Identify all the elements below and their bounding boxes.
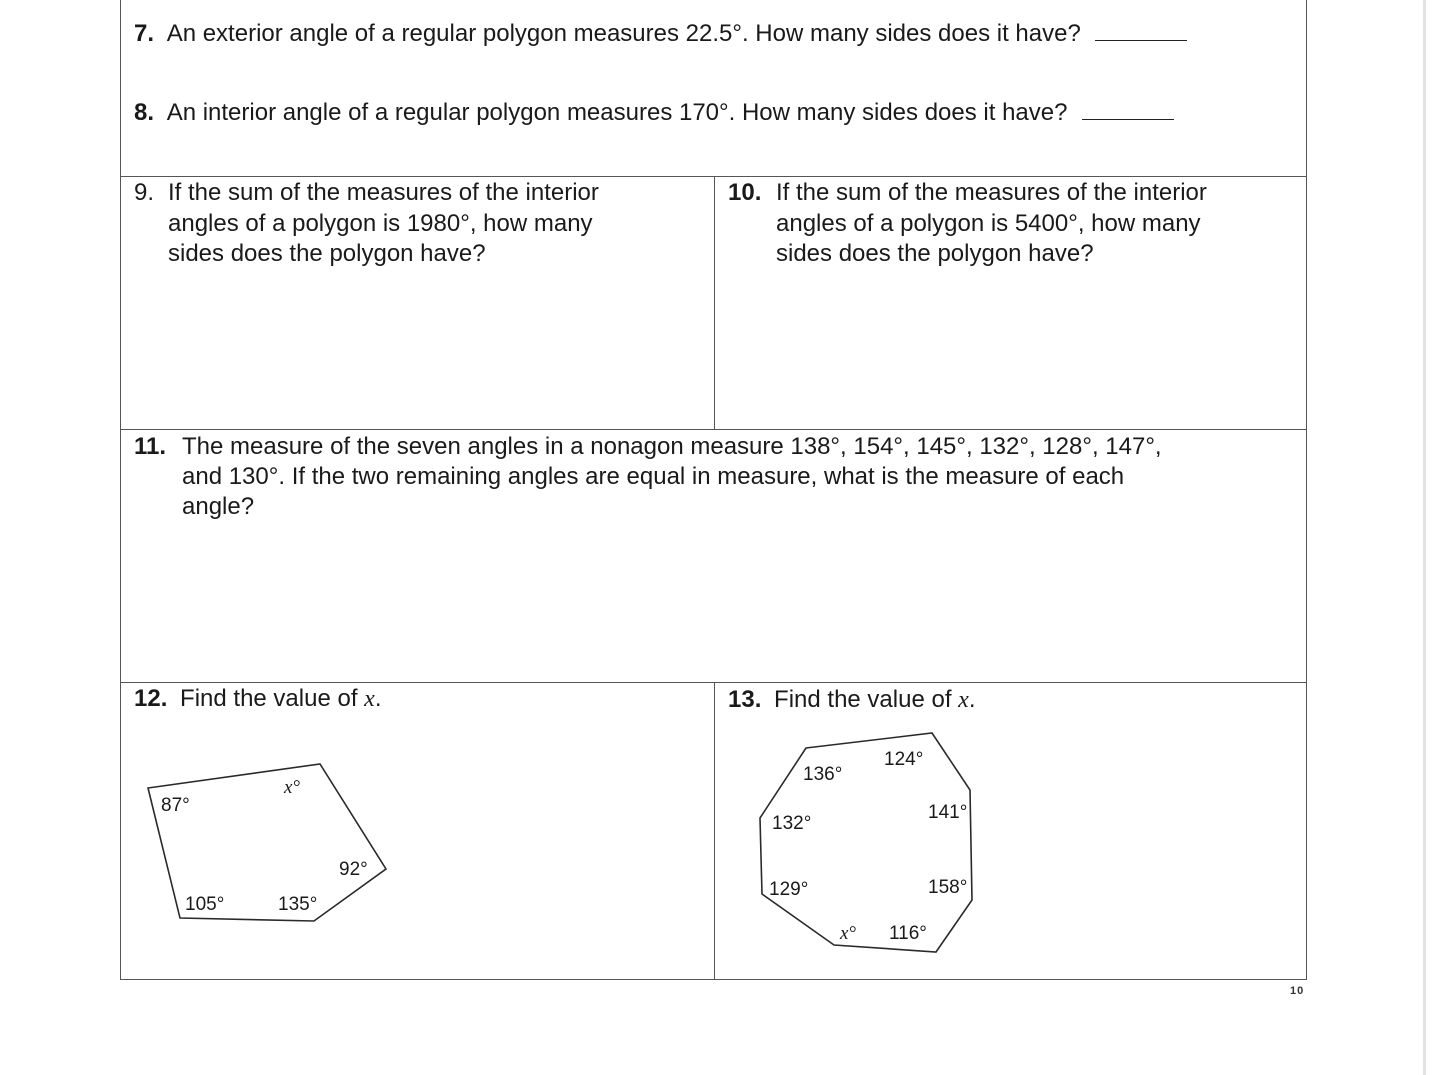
variable-x: x (364, 686, 375, 712)
page-edge-shadow (1423, 0, 1426, 1075)
angle-label: 92° (339, 859, 368, 880)
question-end: . (374, 685, 382, 712)
angle-label: 135° (278, 894, 318, 915)
question-text-line: sides does the polygon have? (776, 240, 1094, 267)
variable-x: x (958, 687, 969, 713)
angle-label-x: x° (284, 777, 301, 798)
question-text-line: If the sum of the measures of the interior (776, 179, 1207, 206)
angle-label: 87° (161, 795, 190, 816)
question-text-line: and 130°. If the two remaining angles are equal in measure, what is the measure of each (182, 463, 1125, 490)
question-text-line: angles of a polygon is 5400°, how many (776, 210, 1201, 237)
question-number: 11. (134, 433, 167, 460)
page-number: 10 (1290, 985, 1305, 997)
question-number: 12. (134, 685, 168, 712)
question-number: 10. (728, 179, 762, 206)
angle-label: 124° (884, 749, 924, 770)
question-text: Find the value of (774, 686, 959, 713)
question-text-line: angles of a polygon is 1980°, how many (168, 210, 593, 237)
angle-label: 105° (185, 894, 225, 915)
question-end: . (968, 686, 976, 713)
angle-label: 132° (772, 813, 812, 834)
question-number: 9. (134, 179, 155, 206)
angle-label: 158° (928, 877, 968, 898)
angle-label-x: x° (840, 923, 857, 944)
question-text: An interior angle of a regular polygon measures 170°. How many sides does it have? (166, 99, 1068, 126)
question-text-line: angle? (182, 493, 255, 520)
question-number: 7. (134, 20, 155, 47)
octagon-shape (760, 733, 972, 952)
angle-label: 136° (803, 764, 843, 785)
question-number: 13. (728, 686, 762, 713)
question-text-line: sides does the polygon have? (168, 240, 486, 267)
angle-label: 141° (928, 802, 968, 823)
angle-label: 129° (769, 879, 809, 900)
question-text: Find the value of (180, 685, 365, 712)
question-text-line: The measure of the seven angles in a nonagon measure 138°, 154°, 145°, 132°, 128°, 147°, (182, 433, 1162, 460)
question-number: 8. (134, 99, 155, 126)
question-text: An exterior angle of a regular polygon measures 22.5°. How many sides does it have? (166, 20, 1081, 47)
angle-label: 116° (889, 923, 927, 944)
question-text-line: If the sum of the measures of the interior (168, 179, 599, 206)
